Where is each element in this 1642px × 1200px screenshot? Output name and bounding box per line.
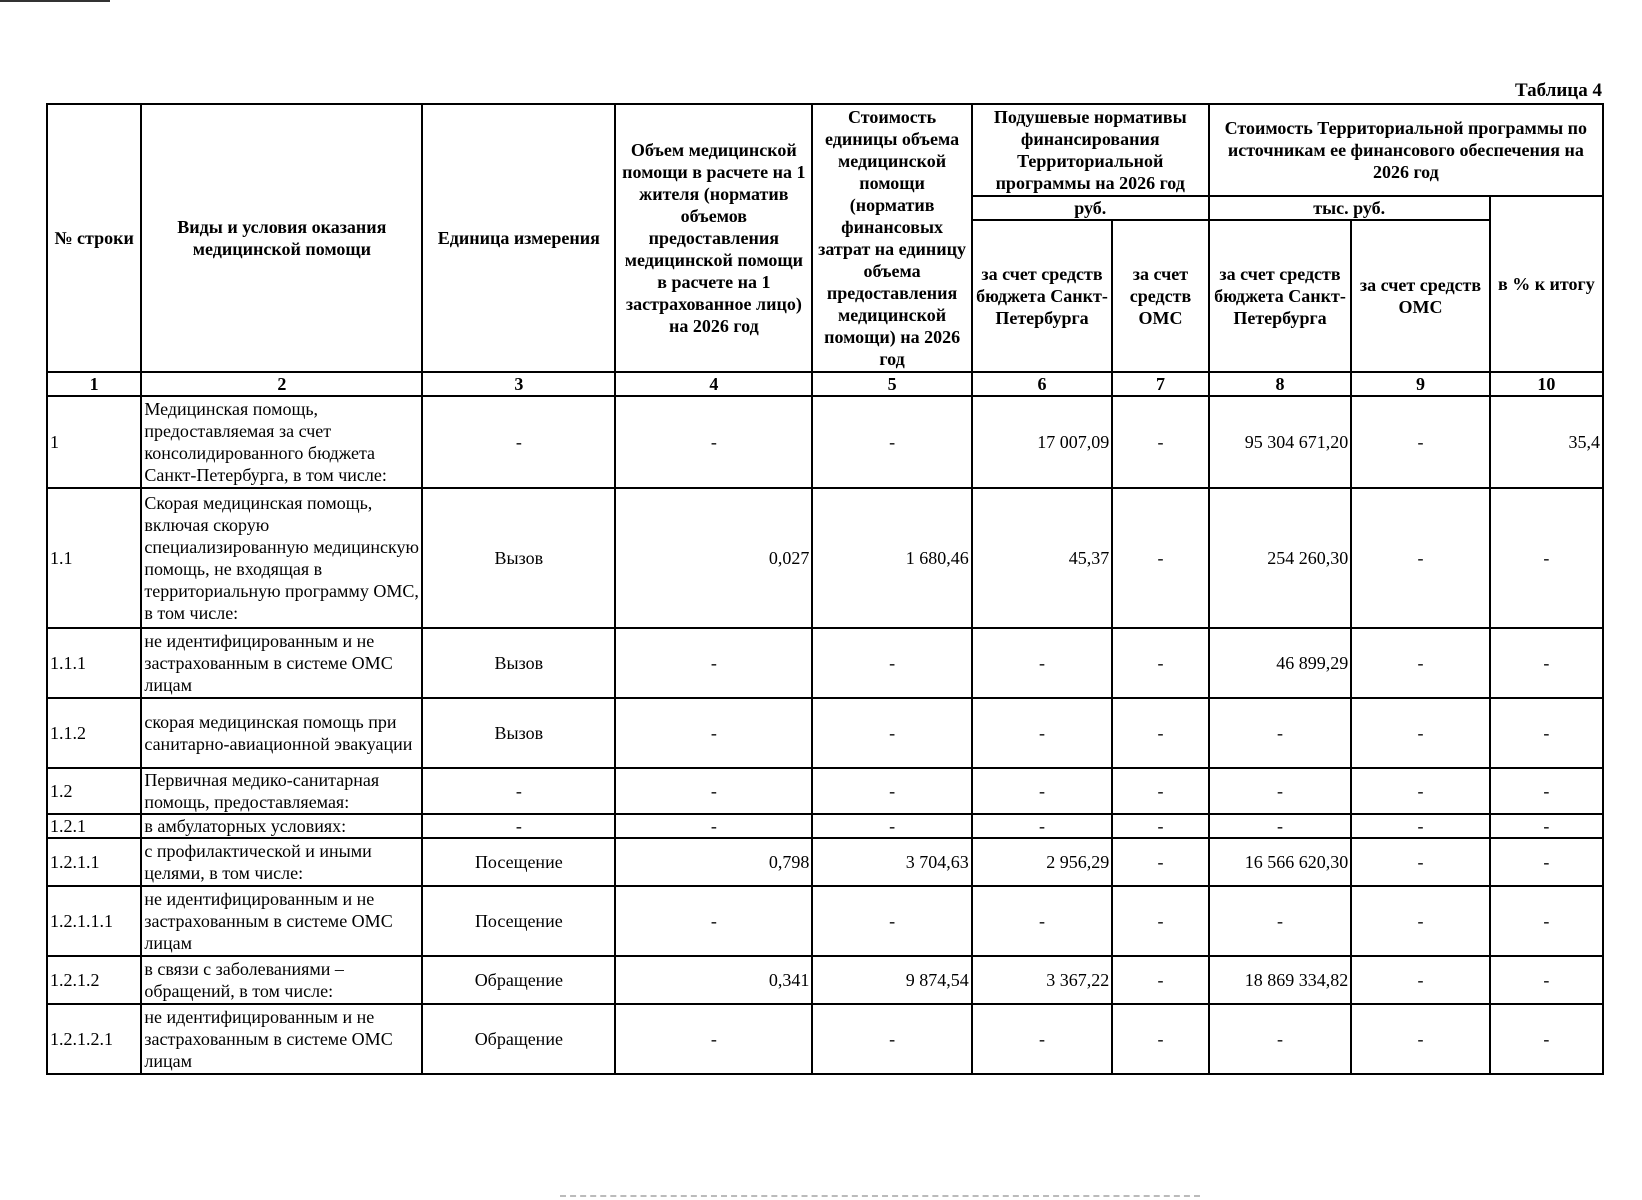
table-row [47,628,1603,698]
column-number: 6 [972,372,1113,396]
row-budget-rub: - [972,1004,1113,1074]
row-oms-thous: - [1351,956,1489,1004]
row-oms-rub: - [1112,814,1208,838]
header-volume: Объем медицинской помощи в расчете на 1 жителя (норматив объемов предоставления медицинской помощи в расчете на 1 застрахованное лицо) на 2026 год [615,104,812,372]
header-percent: в % к итогу [1490,196,1603,372]
row-budget-rub: 45,37 [972,488,1113,628]
row-care-type: скорая медицинская помощь при санитарно-авиационной эвакуации [141,698,422,768]
row-care-type: в амбулаторных условиях: [141,814,422,838]
row-oms-thous: - [1351,628,1489,698]
row-care-type: не идентифицированным и не застрахованным в системе ОМС лицам [141,886,422,956]
column-number: 2 [141,372,422,396]
row-percent: - [1490,1004,1603,1074]
row-budget-thous: - [1209,698,1352,768]
header-per-capita-group: Подушевые нормативы финансирования Территориальной программы на 2026 год [972,104,1209,196]
row-oms-rub: - [1112,1004,1208,1074]
column-number: 5 [812,372,971,396]
header-unit-cost: Стоимость единицы объема медицинской помощи (норматив финансовых затрат на единицу объема предоставления медицинской помощи) на 2026 год [812,104,971,372]
row-budget-thous: - [1209,768,1352,814]
column-number: 9 [1351,372,1489,396]
table-row [47,838,1603,886]
row-budget-rub: 2 956,29 [972,838,1113,886]
row-number: 1.1.1 [47,628,141,698]
row-care-type: Первичная медико-санитарная помощь, предоставляемая: [141,768,422,814]
row-budget-rub: - [972,886,1113,956]
row-percent: - [1490,838,1603,886]
row-unit-cost: 3 704,63 [812,838,971,886]
row-volume: 0,027 [615,488,812,628]
row-oms-thous: - [1351,886,1489,956]
table-row [47,768,1603,814]
row-number: 1.2 [47,768,141,814]
header-unit: Единица измерения [422,104,615,372]
row-oms-rub: - [1112,628,1208,698]
row-budget-rub: 17 007,09 [972,396,1113,488]
table-row [47,956,1603,1004]
row-unit: Посещение [422,838,615,886]
row-percent: - [1490,886,1603,956]
header-program-cost-group: Стоимость Территориальной программы по источникам ее финансового обеспечения на 2026 год [1209,104,1603,196]
row-unit-cost: - [812,886,971,956]
row-budget-thous: - [1209,886,1352,956]
row-percent: - [1490,768,1603,814]
row-oms-thous: - [1351,814,1489,838]
row-number: 1.2.1.1 [47,838,141,886]
table-row [47,1004,1603,1074]
row-volume: - [615,698,812,768]
column-number: 3 [422,372,615,396]
row-oms-rub: - [1112,488,1208,628]
row-care-type: не идентифицированным и не застрахованным в системе ОМС лицам [141,628,422,698]
header-budget-spb-thous: за счет средств бюджета Санкт-Петербурга [1209,220,1352,372]
row-unit: Обращение [422,956,615,1004]
row-oms-thous: - [1351,698,1489,768]
column-numbers-row [47,372,1603,396]
column-number: 8 [1209,372,1352,396]
header-rub: руб. [972,196,1209,220]
header-oms-rub: за счет средств ОМС [1112,220,1208,372]
row-oms-thous: - [1351,838,1489,886]
table-row [47,698,1603,768]
row-unit: Обращение [422,1004,615,1074]
row-care-type: не идентифицированным и не застрахованным в системе ОМС лицам [141,1004,422,1074]
row-volume: 0,341 [615,956,812,1004]
row-unit-cost: 9 874,54 [812,956,971,1004]
row-percent: - [1490,956,1603,1004]
row-percent: 35,4 [1490,396,1603,488]
row-budget-rub: - [972,768,1113,814]
row-unit: Вызов [422,628,615,698]
row-oms-thous: - [1351,488,1489,628]
header-budget-spb-rub: за счет средств бюджета Санкт-Петербурга [972,220,1113,372]
scan-edge-mark [0,0,110,2]
row-unit: - [422,768,615,814]
column-number: 7 [1112,372,1208,396]
row-oms-thous: - [1351,768,1489,814]
row-percent: - [1490,488,1603,628]
row-unit-cost: 1 680,46 [812,488,971,628]
row-volume: - [615,1004,812,1074]
row-unit: - [422,396,615,488]
row-unit-cost: - [812,1004,971,1074]
row-unit-cost: - [812,698,971,768]
row-budget-rub: - [972,814,1113,838]
row-unit: - [422,814,615,838]
scan-bottom-artifact [560,1195,1200,1199]
row-oms-rub: - [1112,768,1208,814]
header-thous-rub: тыс. руб. [1209,196,1490,220]
header-care-type: Виды и условия оказания медицинской помощи [141,104,422,372]
row-oms-rub: - [1112,886,1208,956]
financing-table [46,103,1604,1075]
row-unit-cost: - [812,814,971,838]
row-oms-thous: - [1351,396,1489,488]
row-volume: - [615,886,812,956]
row-volume: - [615,628,812,698]
row-unit: Вызов [422,698,615,768]
row-budget-rub: - [972,698,1113,768]
row-budget-thous: - [1209,1004,1352,1074]
table-row [47,396,1603,488]
row-budget-thous: 16 566 620,30 [1209,838,1352,886]
row-care-type: в связи с заболеваниями – обращений, в том числе: [141,956,422,1004]
row-number: 1.2.1.2 [47,956,141,1004]
column-number: 10 [1490,372,1603,396]
row-unit: Вызов [422,488,615,628]
row-volume: - [615,814,812,838]
column-number: 1 [47,372,141,396]
row-percent: - [1490,628,1603,698]
row-unit: Посещение [422,886,615,956]
row-oms-rub: - [1112,698,1208,768]
row-number: 1.1.2 [47,698,141,768]
row-number: 1.1 [47,488,141,628]
row-oms-rub: - [1112,396,1208,488]
row-oms-thous: - [1351,1004,1489,1074]
row-unit-cost: - [812,628,971,698]
row-budget-rub: 3 367,22 [972,956,1113,1004]
row-oms-rub: - [1112,838,1208,886]
header-row-number: № строки [47,104,141,372]
row-budget-rub: - [972,628,1113,698]
column-number: 4 [615,372,812,396]
table-row [47,886,1603,956]
row-oms-rub: - [1112,956,1208,1004]
row-care-type: с профилактической и иными целями, в том числе: [141,838,422,886]
row-volume: 0,798 [615,838,812,886]
row-budget-thous: 95 304 671,20 [1209,396,1352,488]
row-number: 1.2.1 [47,814,141,838]
row-number: 1 [47,396,141,488]
row-volume: - [615,768,812,814]
row-number: 1.2.1.2.1 [47,1004,141,1074]
row-care-type: Медицинская помощь, предоставляемая за счет консолидированного бюджета Санкт-Петербурга, в том числе: [141,396,422,488]
table-caption: Таблица 4 [1514,80,1602,101]
row-number: 1.2.1.1.1 [47,886,141,956]
row-percent: - [1490,698,1603,768]
row-budget-thous: 18 869 334,82 [1209,956,1352,1004]
row-budget-thous: - [1209,814,1352,838]
table-row [47,814,1603,838]
row-unit-cost: - [812,396,971,488]
row-percent: - [1490,814,1603,838]
row-care-type: Скорая медицинская помощь, включая скорую специализированную медицинскую помощь, не входящая в территориальную программу ОМС, в том числе: [141,488,422,628]
header-oms-thous: за счет средств ОМС [1351,220,1489,372]
row-budget-thous: 46 899,29 [1209,628,1352,698]
table-row [47,488,1603,628]
row-unit-cost: - [812,768,971,814]
row-budget-thous: 254 260,30 [1209,488,1352,628]
row-volume: - [615,396,812,488]
